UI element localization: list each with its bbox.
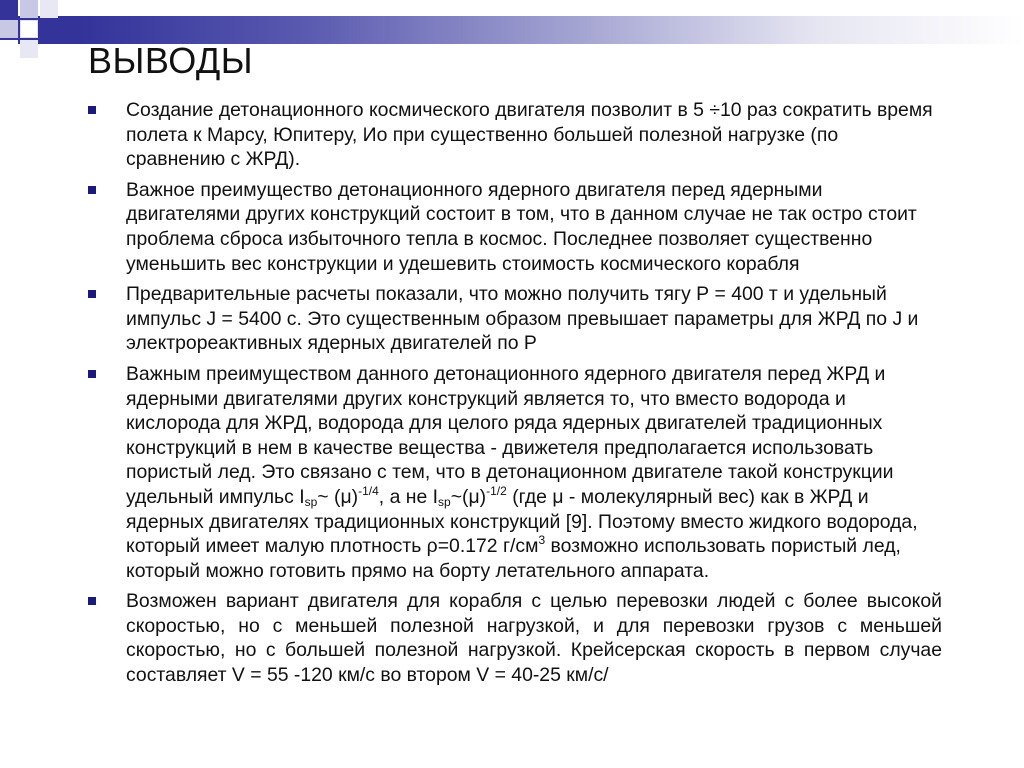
bullet-list [82,98,942,694]
list-item [82,98,942,172]
bullet-square-icon [88,597,96,605]
page-title: ВЫВОДЫ [88,40,254,81]
bullet-square-icon [88,106,96,114]
list-item [82,178,942,276]
bullet-text: Предварительные расчеты показали, что можно получить тягу Р = 400 т и удельный импульс J = 5400 с. Это существенным образом превышает параметры для ЖРД по J и электрореактивных ядерных двигателей по Р [126,283,919,355]
bullet-text: Важное преимущество детонационного ядерного двигателя перед ядерными двигателями других конструкций состоит в том, что в данном случае не так остро стоит проблема сброса избыточного тепла в космос. Последнее позволяет существенно уменьшить вес конструкции и удешевить стоимость космического корабля [126,178,917,275]
bullet-square-icon [88,370,96,378]
list-item [82,362,942,583]
list-item [82,589,942,687]
list-item [82,282,942,356]
bullet-square-icon [88,186,96,194]
bullet-text: Возможен вариант двигателя для корабля с целью перевозки людей с более высокой скоростью, но с меньшей полезной нагрузкой, и для перевозки грузов с меньшей скоростью, но с большей полезной нагрузкой. Крейсерская скорость в первом случае составляет V = 55 -120 км/с во втором V = 40-25 км/с/ [126,590,942,687]
bullet-text: Важным преимуществом данного детонационного ядерного двигателя перед ЖРД и ядерными двигателями других конструкций является то, что вместо водорода и кислорода для ЖРД, водорода для целого ряда ядерных двигателей традиционных конструкций в нем в качестве вещества - движетеля предполагается использовать пористый лед. Это связано с тем, что в детонационном двигателе такой конструкции удельный импульс $I_{sp}\sim$ $(\mu)^{-1/4}$, а не $I_{sp}\sim(\mu)^{-1/2}$ (где μ - молекулярный вес) как в ЖРД и ядерных двигателях традиционных конструкций [9]. Поэтому вместо жидкого водорода, который имеет малую плотность ρ=0.172 $г/см^3$ возможно использовать пористый лед, который можно готовить прямо на борту летательного аппарата. [126,362,918,582]
header-decoration [0,0,80,60]
bullet-text: Создание детонационного космического двигателя позволит в 5 ÷10 раз сократить время полета к Марсу, Юпитеру, Ио при существенно большей полезной нагрузке (по сравнению с ЖРД). [126,99,933,171]
bullet-square-icon [88,290,96,298]
